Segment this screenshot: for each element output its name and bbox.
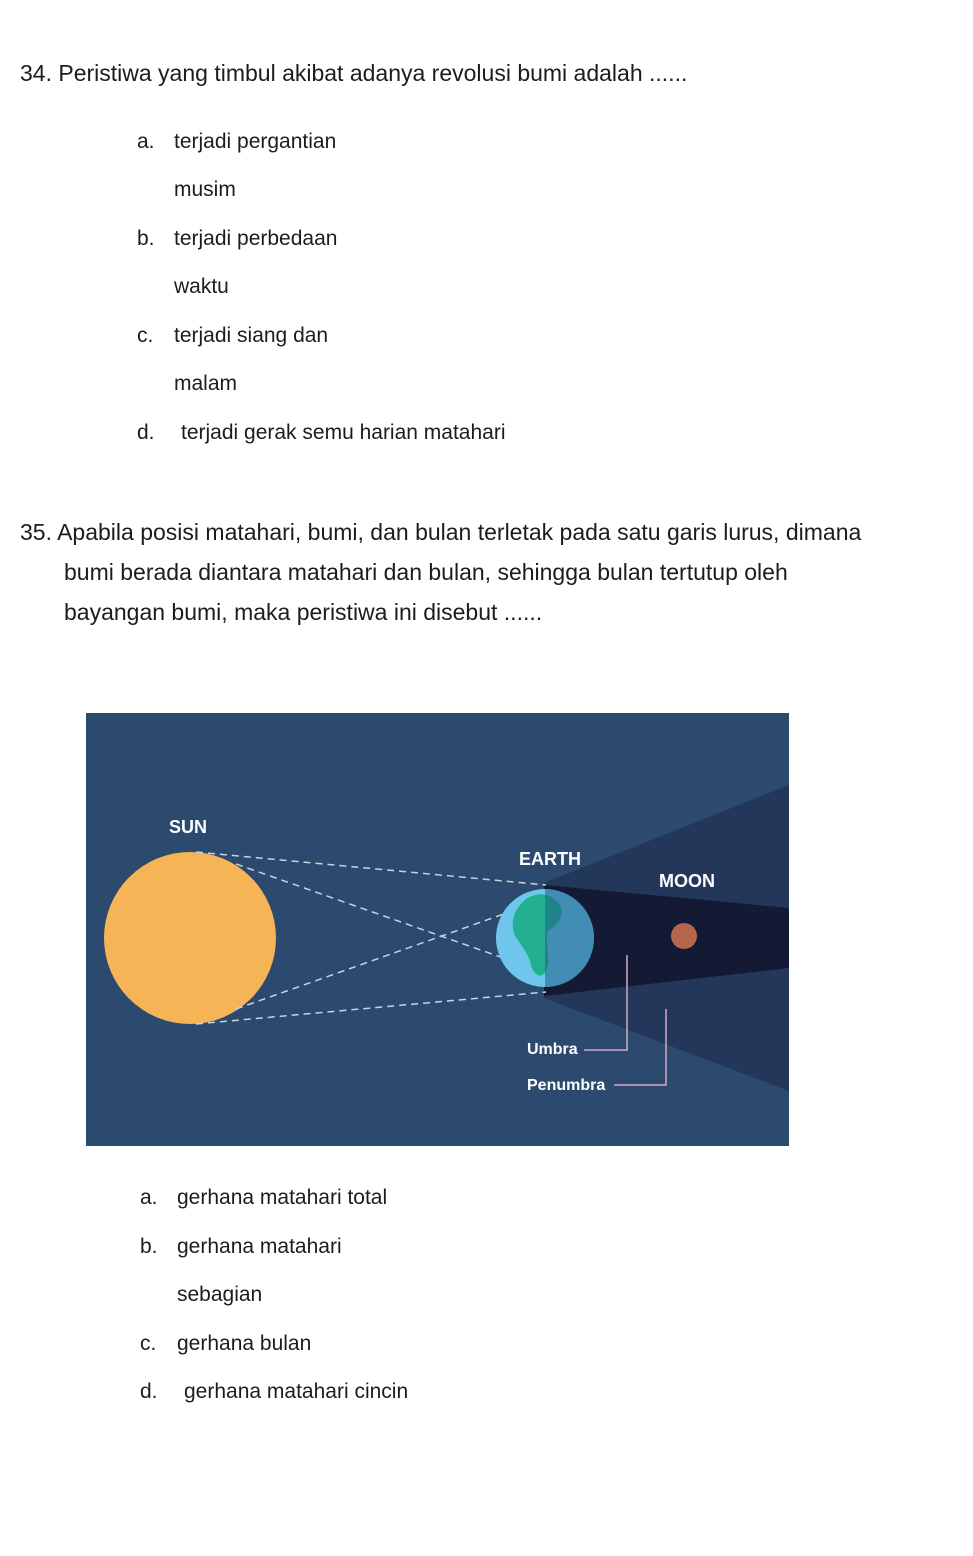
- question-34: 34. Peristiwa yang timbul akibat adanya revolusi bumi adalah ......: [20, 60, 688, 86]
- penumbra-label: Penumbra: [527, 1077, 606, 1094]
- question-35-line-1: 35. Apabila posisi matahari, bumi, dan bulan terletak pada satu garis lurus, dimana: [20, 519, 862, 545]
- lunar-eclipse-diagram: [86, 713, 789, 1146]
- moon-label: MOON: [659, 871, 715, 891]
- option-text-cont: sebagian: [177, 1283, 263, 1306]
- option-text: gerhana bulan: [177, 1332, 312, 1355]
- question-35: [20, 512, 940, 632]
- q34-option-c[interactable]: [137, 312, 328, 408]
- option-letter: c.: [137, 324, 154, 347]
- option-text: terjadi siang dan: [174, 324, 329, 347]
- q34-option-d[interactable]: [137, 409, 506, 457]
- option-letter: d.: [140, 1380, 158, 1403]
- option-letter: b.: [140, 1235, 158, 1258]
- umbra-label: Umbra: [527, 1041, 578, 1058]
- option-text: terjadi perbedaan: [174, 227, 338, 250]
- question-35-line-3: bayangan bumi, maka peristiwa ini disebut ......: [64, 599, 543, 625]
- option-text-cont: musim: [174, 178, 236, 201]
- option-letter: b.: [137, 227, 155, 250]
- option-letter: d.: [137, 421, 155, 444]
- earth-label: EARTH: [519, 849, 581, 869]
- option-text-cont: waktu: [174, 275, 229, 298]
- q34-option-a[interactable]: [137, 118, 336, 214]
- option-text: gerhana matahari cincin: [184, 1380, 409, 1403]
- q35-option-b[interactable]: [140, 1223, 342, 1319]
- option-letter: a.: [140, 1186, 158, 1209]
- option-text: gerhana matahari total: [177, 1186, 388, 1209]
- q35-option-d[interactable]: [140, 1368, 408, 1416]
- option-letter: a.: [137, 130, 155, 153]
- q35-option-a[interactable]: [140, 1174, 387, 1222]
- sun-icon: [104, 852, 276, 1024]
- moon-icon: [671, 923, 697, 949]
- eclipse-diagram-svg: [86, 713, 789, 1146]
- q34-option-b[interactable]: [137, 215, 337, 311]
- option-text: gerhana matahari: [177, 1235, 342, 1258]
- option-text: terjadi pergantian: [174, 130, 337, 153]
- q35-option-c[interactable]: [140, 1320, 311, 1368]
- option-text: terjadi gerak semu harian matahari: [181, 421, 506, 444]
- sun-label: SUN: [169, 817, 208, 837]
- earth-icon: [496, 889, 594, 987]
- option-text-cont: malam: [174, 372, 238, 395]
- option-letter: c.: [140, 1332, 157, 1355]
- question-35-line-2: bumi berada diantara matahari dan bulan, sehingga bulan tertutup oleh: [64, 559, 788, 585]
